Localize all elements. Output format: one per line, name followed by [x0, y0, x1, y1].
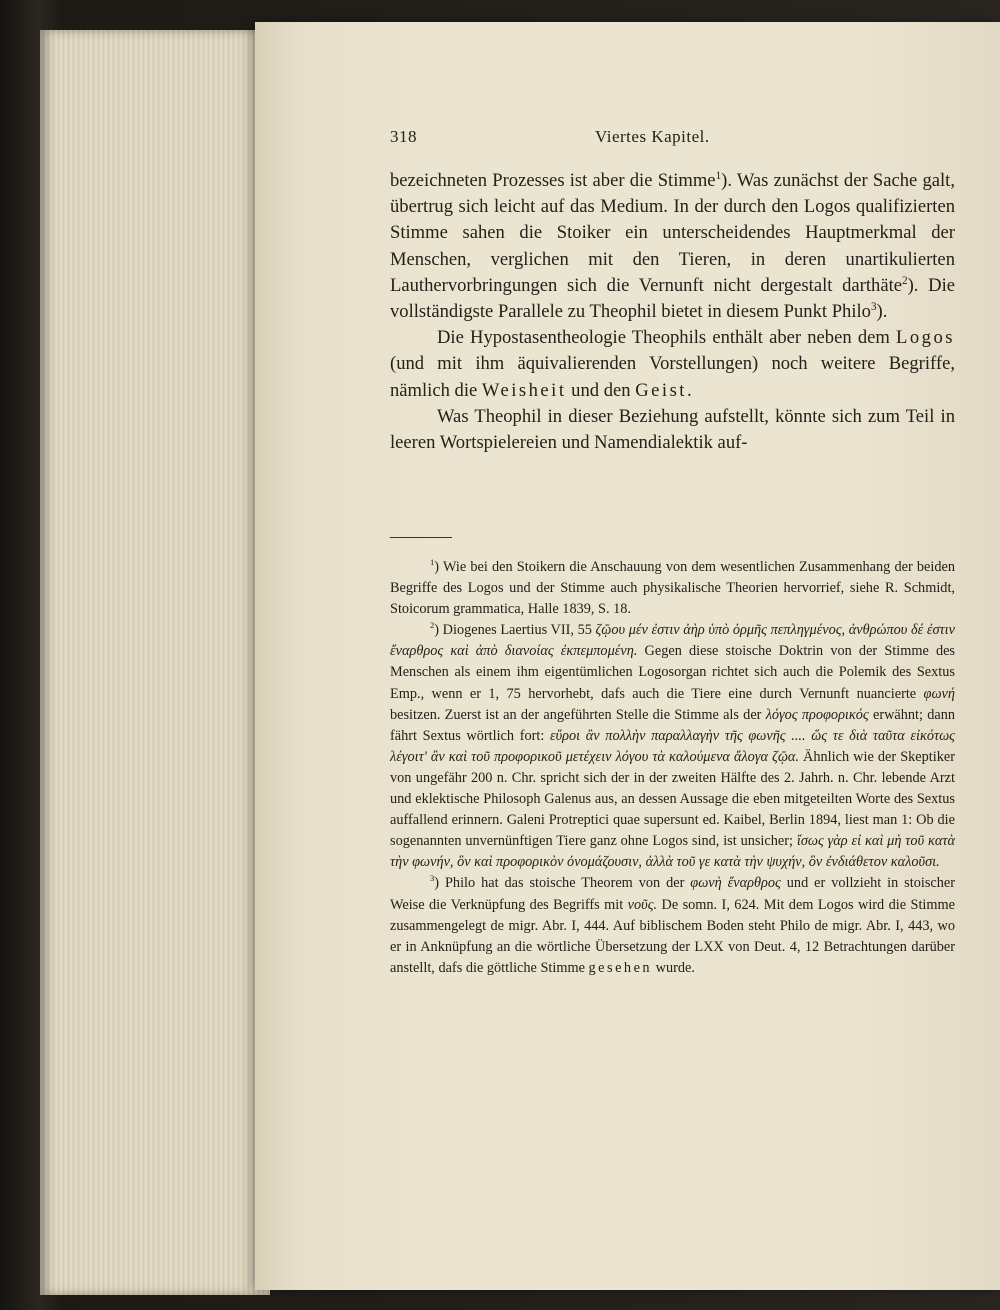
p2-end: . — [686, 379, 692, 401]
footnote-2-text-2: Gegen diese stoische Doktrin von der Stimme des Menschen als einem ihm eigentümlichen Logosorgan richtet sich auch die Polemik des Sextus Emp., wenn er 1, 75 hervorhebt, dafs auch die Tiere eine durch Vernunft nuancierte — [390, 643, 955, 702]
p1-text: bezeichneten Prozesses ist aber die Stimme — [390, 170, 716, 191]
footnote-2-text-3: besitzen. Zuerst ist an der angeführten Stelle die Stimme als der — [390, 706, 766, 723]
footnote-2-greek-2: φωνή — [923, 685, 955, 702]
footnotes — [390, 557, 955, 979]
page-edges — [40, 30, 270, 1295]
footnote-3-text-4: wurde. — [652, 959, 695, 976]
p2-term-weisheit: Weisheit — [481, 379, 567, 401]
footnote-2-greek-4: εὕροι ἂν πολλὴν παραλλαγὴν τῆς φωνῆς .... ὥς τε διὰ ταῦτα εἰκότως λέγοιτ' ἂν καὶ τοῦ προφορικοῦ μετέχειν λόγου τὰ καλούμενα ἄλογα ζῷα. — [390, 727, 955, 765]
footnote-2-text-5: Ähnlich wie der Skeptiker von ungefähr 200 n. Chr. spricht sich der in der zweiten Hälfte des 2. Jahrh. n. Chr. lebende Arzt und eklektische Philosoph Galenus aus, an dessen Aussage die eben mitgeteilten Worte des Sextus auffallend erinnern. Galeni Protreptici quae supersunt ed. Kaibel, Berlin 1894, liest man 1: Ob die sogenannten unvernünftigen Tiere ganz ohne Logos sind, ist unsicher; — [390, 748, 955, 850]
page-content — [390, 0, 955, 1310]
p2-text-2: (und mit ihm äquivalierenden Vorstellungen) noch weitere Begriffe, nämlich die — [390, 353, 955, 401]
footnote-3-text-3: De somn. I, 624. Mit dem Logos wird die Stimme zusammengelegt de migr. Abr. I, 444. Auf biblischem Boden steht Philo de migr. Abr. I, 443, wo er in Anknüpfung an die wörtliche Übersetzung der LXX von Deut. 4, 12 Betrachtungen darüber anstellt, dafs die göttliche Stimme — [390, 896, 955, 976]
footnote-ref-1: 1 — [715, 169, 722, 182]
p2-text-3: und den — [566, 379, 636, 401]
footnote-ref-2: 2 — [902, 274, 908, 287]
page-number: 318 — [390, 127, 417, 146]
footnote-3 — [390, 873, 955, 978]
footnote-2-text-1: ) Diogenes Laertius VII, 55 — [434, 622, 596, 639]
footnote-1-text: ) Wie bei den Stoikern die Anschauung von dem wesentlichen Zusammenhang der beiden Begriffe des Logos und der Stimme auch physikalische Theorien hervorrief, siehe R. Schmidt, Stoicorum grammatica, Halle 1839, S. 18. — [390, 559, 955, 618]
running-head — [390, 127, 955, 151]
footnote-3-text-1: ) Philo hat das stoische Theorem von der — [434, 875, 691, 892]
footnote-2-greek-3: λόγος προφορικός — [765, 706, 869, 723]
footnote-2-greek-5: ἴσως γὰρ εἰ καὶ μὴ τοῦ κατὰ τὴν φωνήν, ὃν καὶ προφορικὸν ὀνομάζουσιν, ἀλλὰ τοῦ γε κατὰ τὴν ψυχήν, ὃν ἐνδιάθετον καλοῦσι. — [390, 833, 955, 871]
paragraph-3: Was Theophil in dieser Beziehung aufstellt, könnte sich zum Teil in leeren Wortspielereien und Namendialektik auf- — [390, 405, 955, 454]
paragraph-2 — [390, 325, 955, 404]
footnote-3-greek-1: φωνὴ ἔναρθρος — [690, 875, 781, 892]
footnote-2 — [390, 620, 955, 873]
footnote-1-marker: 1 — [430, 557, 435, 568]
footnote-3-greek-2: νοῦς. — [627, 896, 658, 913]
p1-end: ). — [876, 301, 888, 323]
p1-text-2: ). Was zunächst der Sache galt, übertrug sich leicht auf das Medium. In der durch den Logos qualifizierten Stimme sahen die Stoiker ein unterscheidendes Hauptmerkmal der Menschen, verglichen mit den Tieren, in deren unartikulierten Lauthervorbringungen sich die Vernunft nicht dergestalt darthäte — [390, 170, 955, 296]
p2-text-1: Die Hypostasentheologie Theophils enthält aber neben dem — [437, 327, 897, 349]
footnote-2-text-4: erwähnt; dann fährt Sextus wörtlich fort: — [390, 706, 956, 744]
footnote-2-marker: 2 — [430, 620, 435, 631]
footnote-1 — [390, 557, 955, 620]
footnote-3-marker: 3 — [430, 873, 435, 884]
p2-term-geist: Geist — [635, 379, 687, 401]
footnote-3-text-2: und er vollzieht in stoischer Weise die Verknüpfung des Begriffs mit — [390, 875, 956, 913]
footnote-rule — [390, 537, 452, 538]
paragraph-1 — [390, 168, 955, 325]
chapter-title: Viertes Kapitel. — [595, 127, 710, 146]
p1-text-3: ). Die vollständigste Parallele zu Theophil bietet in diesem Punkt Philo — [390, 274, 955, 323]
footnote-3-term-gesehen: gesehen — [588, 959, 653, 976]
p2-term-logos: Logos — [896, 327, 955, 349]
footnote-2-greek-1: ζῷου μέν ἐστιν ἀὴρ ὑπὸ ὁρμῆς πεπληγμένος, ἀνθρώπου δέ ἐστιν ἔναρθρος καὶ ἀπὸ διανοίας ἐκπεμπομένη. — [390, 622, 955, 660]
footnote-ref-3: 3 — [870, 300, 877, 313]
main-text — [390, 168, 955, 456]
